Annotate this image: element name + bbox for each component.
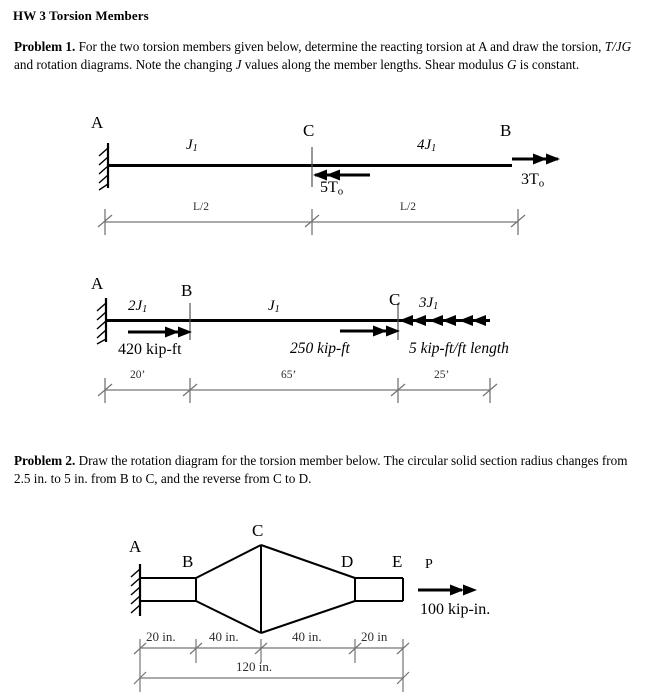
problem-1-italic-j: J xyxy=(235,56,242,72)
dimension-label-AB: 20 in. xyxy=(146,629,176,644)
fixed-support-A-icon xyxy=(99,143,108,190)
dimension-label-65ft: 65’ xyxy=(281,369,297,381)
torque-arrow-420-icon xyxy=(128,327,192,338)
problem-2-statement xyxy=(14,452,636,487)
point-label-A: A xyxy=(91,274,104,293)
point-label-A: A xyxy=(91,113,104,132)
load-label-250: 250 kip-ft xyxy=(290,340,350,357)
fixed-support-A-icon xyxy=(131,564,140,616)
point-label-B: B xyxy=(181,281,193,300)
torque-arrow-P-icon xyxy=(418,585,477,596)
problem-1-text-1: For the two torsion members given below, determine the reacting torsion at A and draw the torsion, xyxy=(75,39,605,54)
problem-2-text: Draw the rotation diagram for the torsion member below. The circular solid section radius changes from 2.5 in. to 5 in. from B to C, and the reverse from C to D. xyxy=(14,453,628,486)
problem-1-text-3: values along the member lengths. Shear modulus xyxy=(241,56,507,72)
dimension-label-25ft: 25’ xyxy=(434,369,450,381)
load-symbol-P: P xyxy=(425,557,433,572)
polar-moment-label-4J1: $4J_1$ xyxy=(417,137,437,155)
load-label-5T0: $5T_o$ xyxy=(320,179,344,198)
torque-arrow-250-icon xyxy=(340,326,400,337)
figure-torsion-beam-1 xyxy=(0,110,646,235)
load-label-100-kip-in: 100 kip-in. xyxy=(420,601,491,618)
point-label-B: B xyxy=(500,121,512,140)
problem-1-italic-g: G xyxy=(506,56,517,72)
problem-1-text-2: and rotation diagrams. Note the changing xyxy=(14,56,236,72)
dimension-label-BC: 40 in. xyxy=(209,629,239,644)
figure-tapered-shaft xyxy=(0,520,646,700)
distributed-torque-arrows-icon xyxy=(399,315,486,326)
figure-3-graphics xyxy=(0,520,646,700)
dimension-line-row xyxy=(98,378,497,403)
shaft-segment-DE xyxy=(355,578,403,601)
load-label-3T0: $3T_o$ xyxy=(521,171,545,190)
load-label-420: 420 kip-ft xyxy=(118,341,182,358)
problem-1-statement xyxy=(14,38,634,73)
dimension-label-CD: 40 in. xyxy=(292,629,322,644)
polar-moment-label-2J1: $2J_1$ xyxy=(128,298,148,316)
load-label-distributed: 5 kip-ft/ft length xyxy=(409,340,509,357)
shaft-segment-BC-taper xyxy=(196,545,261,633)
figure-torsion-beam-2 xyxy=(0,272,646,412)
page-title: HW 3 Torsion Members xyxy=(13,8,149,23)
problem-1-label: Problem 1. xyxy=(14,39,76,54)
shaft-segment-AB xyxy=(140,578,196,601)
fixed-support-A-icon xyxy=(97,298,106,344)
dimension-label-left: L/2 xyxy=(193,201,209,213)
point-label-E: E xyxy=(392,552,403,571)
dimension-label-DE: 20 in xyxy=(361,629,388,644)
polar-moment-label-J1: $J_1$ xyxy=(268,298,280,316)
point-label-C: C xyxy=(252,521,264,540)
point-label-A: A xyxy=(129,537,142,556)
point-label-D: D xyxy=(341,552,354,571)
dimension-label-20ft: 20’ xyxy=(130,369,146,381)
point-label-C: C xyxy=(303,121,315,140)
torque-arrow-3T0-icon xyxy=(512,154,560,165)
polar-moment-label-3J1: $3J_1$ xyxy=(419,295,439,313)
problem-1-text-4: is constant. xyxy=(516,56,580,72)
problem-2-label: Problem 2. xyxy=(14,453,76,468)
polar-moment-label-J1: $J_1$ xyxy=(186,137,198,155)
dimension-label-total: 120 in. xyxy=(236,659,273,674)
point-label-B: B xyxy=(182,552,194,571)
dimension-line-row xyxy=(98,209,525,235)
problem-1-italic-tjg: T/JG xyxy=(604,39,632,54)
dimension-label-right: L/2 xyxy=(400,201,416,213)
point-label-C: C xyxy=(389,290,401,309)
